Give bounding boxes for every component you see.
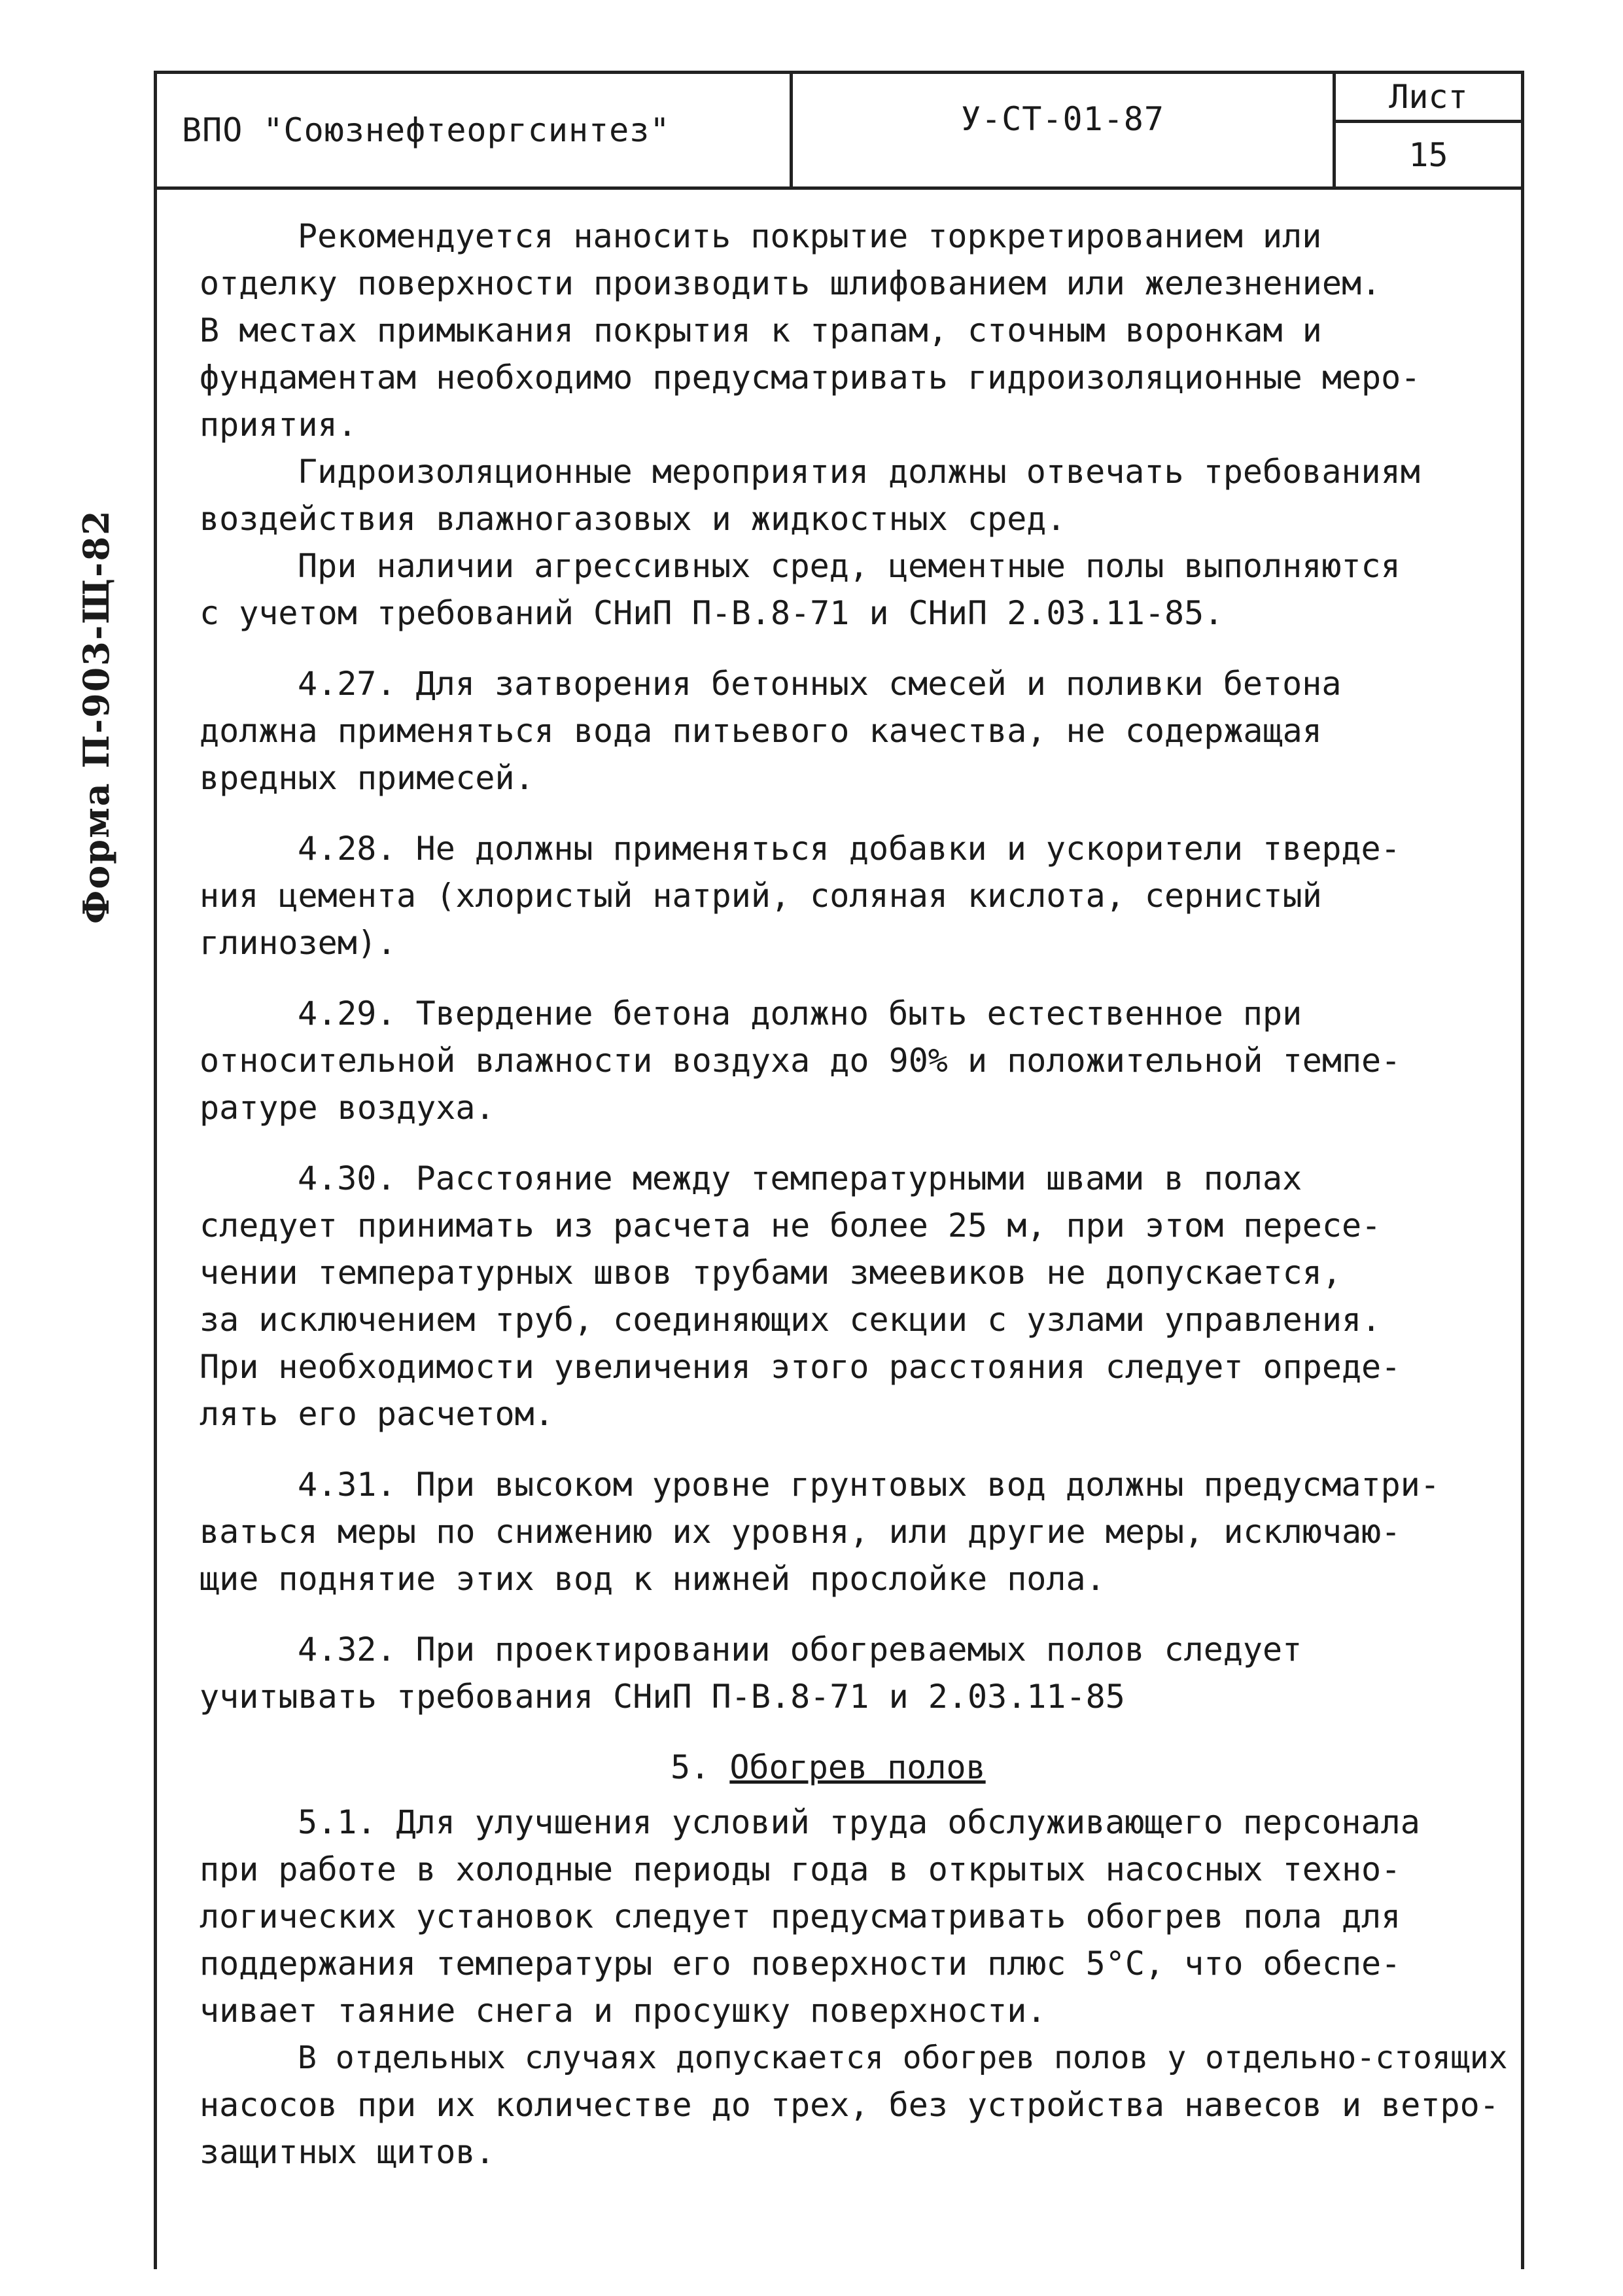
text-line: ния цемента (хлористый натрий, соляная кислота, сернистый: [200, 877, 1322, 915]
text-line: В отдельных случаях допускается обогрев полов у отдельно-стоящих: [298, 2040, 1508, 2076]
text-line: отделку поверхности производить шлифованием или железнением.: [200, 264, 1382, 302]
text-line: должна применяться вода питьевого качества, не содержащая: [200, 712, 1322, 750]
text-line: 4.30. Расстояние между температурными швами в полах: [298, 1159, 1302, 1197]
organization-name: ВПО "Союзнефтеоргсинтез": [182, 111, 671, 149]
text-line: При необходимости увеличения этого расстояния следует опреде-: [200, 1348, 1401, 1386]
paragraph: [200, 448, 1498, 542]
text-line: насосов при их количестве до трех, без устройства навесов и ветро-: [200, 2086, 1499, 2124]
clause-4-27: [200, 660, 1498, 802]
paragraph: [200, 213, 1498, 448]
text-line: фундаментам необходимо предусматривать гидроизоляционные меро-: [200, 359, 1421, 397]
page-body: [200, 213, 1508, 2176]
text-line: с учетом требований СНиП П-В.8-71 и СНиП 2.03.11-85.: [200, 594, 1224, 632]
text-line: ваться меры по снижению их уровня, или другие меры, исключаю-: [200, 1513, 1401, 1551]
text-line: Гидроизоляционные мероприятия должны отвечать требованиям: [298, 453, 1420, 491]
text-line: 4.29. Твердение бетона должно быть естественное при: [298, 995, 1302, 1033]
text-line: вредных примесей.: [200, 759, 534, 797]
clause-4-28: [200, 825, 1498, 966]
text-line: защитных щитов.: [200, 2133, 495, 2171]
text-line: 4.27. Для затворения бетонных смесей и поливки бетона: [298, 665, 1342, 703]
sheet-cell: [1336, 74, 1521, 186]
text-line: чении температурных швов трубами змеевиков не допускается,: [200, 1254, 1342, 1292]
text-line: относительной влажности воздуха до 90% и положительной темпе-: [200, 1042, 1401, 1080]
text-line: чивает таяние снега и просушку поверхности.: [200, 1992, 1047, 2030]
title-block: [154, 71, 1524, 190]
text-line: глинозем).: [200, 924, 397, 962]
text-line: 5.1. Для улучшения условий труда обслуживающего персонала: [298, 1803, 1420, 1841]
text-line: При наличии агрессивных сред, цементные полы выполняются: [298, 547, 1401, 585]
text-line: логических установок следует предусматривать обогрев пола для: [200, 1898, 1401, 1935]
document-code-cell: [793, 74, 1336, 186]
text-line: 4.28. Не должны применяться добавки и ускорители тверде-: [298, 830, 1401, 868]
text-line: лять его расчетом.: [200, 1395, 554, 1433]
clause-4-32: [200, 1626, 1498, 1720]
sheet-label: Лист: [1336, 74, 1521, 123]
clause-4-29: [200, 990, 1498, 1131]
text-line: учитывать требования СНиП П-В.8-71 и 2.03.11-85: [200, 1678, 1125, 1716]
text-line: приятия.: [200, 406, 357, 444]
document-code: У-СТ-01-87: [960, 100, 1165, 138]
organization-cell: [157, 74, 793, 186]
text-line: за исключением труб, соединяющих секции с узлами управления.: [200, 1301, 1382, 1339]
paragraph: [200, 2034, 1508, 2176]
section-heading: [200, 1744, 1498, 1791]
text-line: Рекомендуется наносить покрытие торкретированием или: [298, 217, 1322, 255]
text-line: 4.31. При высоком уровне грунтовых вод должны предусматри-: [298, 1466, 1440, 1504]
text-line: щие поднятие этих вод к нижней прослойке пола.: [200, 1560, 1106, 1598]
text-line: В местах примыкания покрытия к трапам, сточным воронкам и: [200, 311, 1322, 349]
clause-5-1: [200, 1799, 1498, 2034]
paragraph: [200, 542, 1498, 637]
text-line: ратуре воздуха.: [200, 1089, 495, 1127]
text-line: при работе в холодные периоды года в открытых насосных техно-: [200, 1850, 1401, 1888]
sheet-number: 15: [1408, 135, 1448, 174]
text-line: следует принимать из расчета не более 25 м, при этом пересе-: [200, 1207, 1382, 1245]
clause-4-31: [200, 1461, 1498, 1602]
side-form-stamp: Форма П-903-Щ-82: [75, 509, 117, 924]
text-line: воздействия влажногазовых и жидкостных сред.: [200, 500, 1066, 538]
section-number: 5.: [671, 1748, 710, 1786]
clause-4-30: [200, 1155, 1498, 1438]
section-title: Обогрев полов: [729, 1748, 986, 1786]
text-line: поддержания температуры его поверхности плюс 5°С, что обеспе-: [200, 1945, 1401, 1983]
text-line: 4.32. При проектировании обогреваемых полов следует: [298, 1631, 1302, 1669]
